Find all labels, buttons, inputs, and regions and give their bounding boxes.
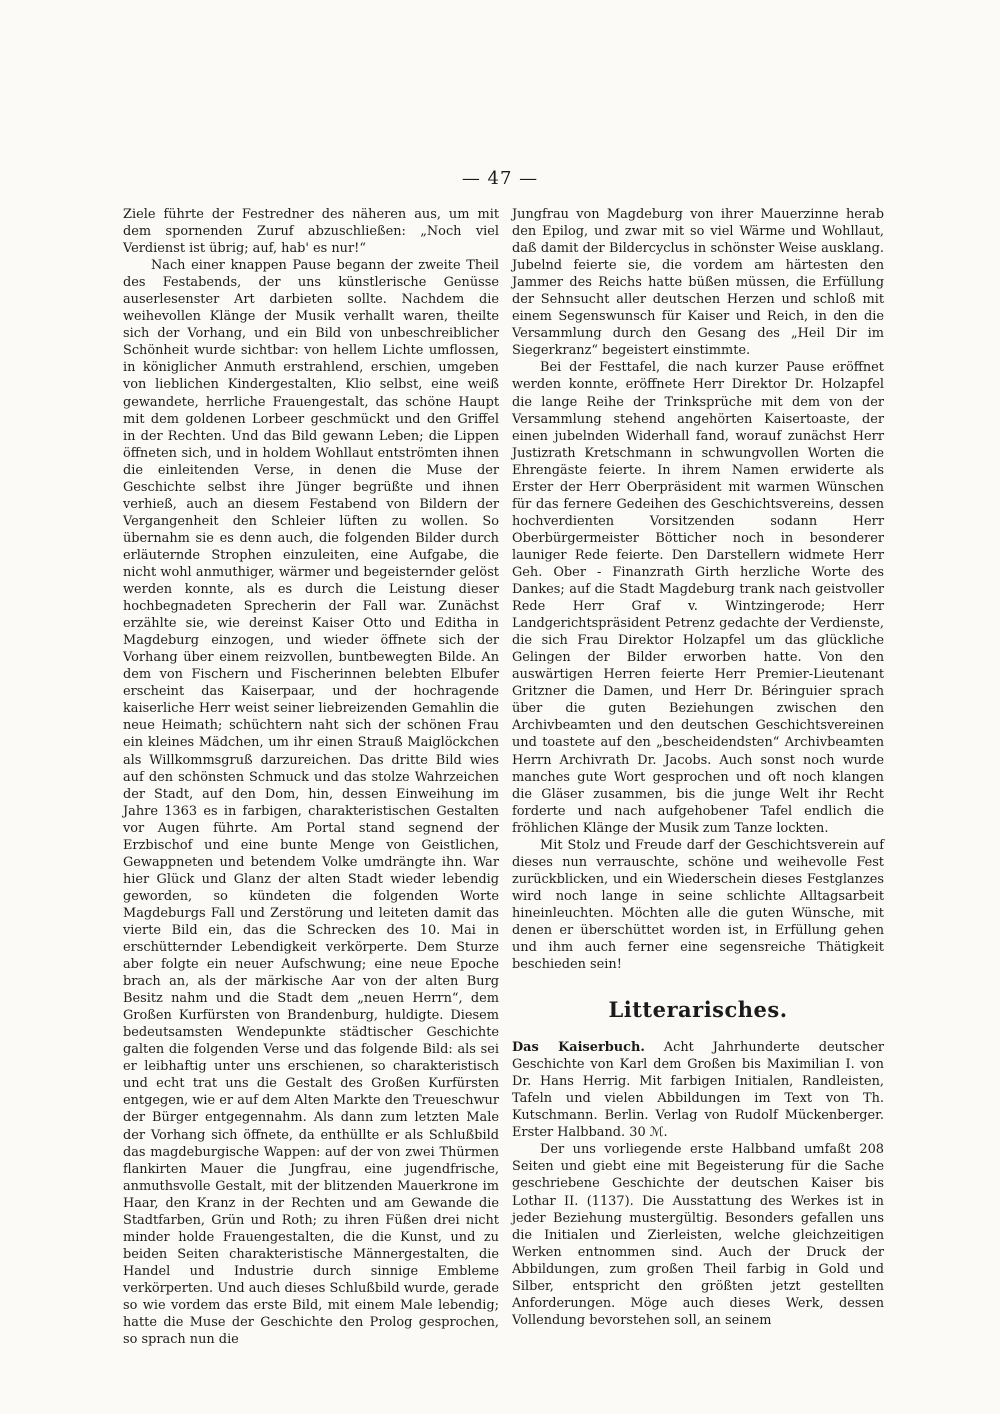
- left-column: [123, 206, 499, 1348]
- review-body: Der uns vorliegende erste Halbband umfaßt 208 Seiten und giebt eine mit Begeisterung für die Sache geschriebene Geschichte der deutschen Kaiser bis Lothar II. (1137). Die Ausstattung des Werkes ist in jeder Beziehung mustergültig. Besonders gefallen uns die Initialen und Zierleisten, welche gleichzeitigen Werken entnommen sind. Auch der Druck der Abbildungen, zum großen Theil farbig in Gold und Silber, entspricht den größten jetzt gestellten Anforderungen. Möge auch dieses Werk, dessen Vollendung bevorstehen soll, an seinem: [512, 1142, 884, 1328]
- paragraph: Ziele führte der Festredner des näheren aus, um mit dem spornenden Zuruf abzuschließen: „Noch viel Verdienst ist übrig; auf, hab' es nur!“: [123, 207, 499, 257]
- review-entry: [512, 1039, 884, 1141]
- paragraph: Mit Stolz und Freude darf der Geschichtsverein auf dieses nun verrauschte, schöne und weihevolle Fest zurückblicken, und ein Wiederschein dieses Festglanzes wird noch lange in seine schlichte Alltagsarbeit hineinleuchten. Möchten alle die guten Wünsche, mit denen er überschüttet worden ist, in Erfüllung gehen und ihm auch ferner eine segensreiche Thätigkeit beschieden sein!: [512, 837, 884, 973]
- paragraph: Bei der Festtafel, die nach kurzer Pause eröffnet werden konnte, eröffnete Herr Direktor Dr. Holzapfel die lange Reihe der Trinksprüche mit dem von der Versammlung stehend angehörten Kaisertoaste, der einen jubelnden Widerhall fand, worauf zunächst Herr Justizrath Kretschmann in schwungvollen Worten die Ehrengäste feierte. In ihrem Namen erwiderte als Erster der Herr Oberpräsident mit warmen Wünschen für das fernere Gedeihen des Geschichtsvereins, dessen hochverdienten Vorsitzenden sodann Herr Oberbürgermeister Bötticher noch in besonderer launiger Rede feierte. Den Darstellern widmete Herr Geh. Ober - Finanzrath Girth herzliche Worte des Dankes; auf die Stadt Magdeburg trank nach geistvoller Rede Herr Graf v. Wintzingerode; Herr Landgerichtspräsident Petrenz gedachte der Verdienste, die sich Frau Direktor Holzapfel um das glückliche Gelingen der Bilder erworben hatte. Von den auswärtigen Herren feierte Herr Premier-Lieutenant Gritzner die Damen, und Herr Dr. Béringuier sprach über die guten Beziehungen zwischen den Archivbeamten und den deutschen Geschichtsvereinen und toastete auf den „bescheidendsten“ Archivbeamten Herrn Archivrath Dr. Jacobs. Auch sonst noch wurde manches gute Wort gesprochen und oft noch klangen die Gläser zusammen, bis die junge Welt ihr Recht forderte und nach aufgehobener Tafel endlich die fröhlichen Klänge der Musik zum Tanze lockten.: [512, 360, 884, 836]
- review-description: Acht Jahrhunderte deutscher Geschichte von Karl dem Großen bis Maximilian I. von Dr. Hans Herrig. Mit farbigen Initialen, Randleisten, Tafeln und vielen Abbildungen im Text von Th. Kutschmann. Berlin. Verlag von Rudolf Mückenberger. Erster Halbband. 30 ℳ.: [512, 1040, 884, 1141]
- page-number: — 47 —: [461, 168, 539, 189]
- paragraph: Jungfrau von Magdeburg von ihrer Mauerzinne herab den Epilog, und zwar mit so viel Wärme und Wohllaut, daß damit der Bildercyclus in schönster Weise ausklang. Jubelnd feierte sie, die vordem am härtesten den Jammer des Reichs hatte büßen müssen, die Erfüllung der Sehnsucht aller deutschen Herzen und schloß mit einem Segenswunsch für Kaiser und Reich, in den die Versammlung durch den Gesang des „Heil Dir im Siegerkranz“ begeistert einstimmte.: [512, 207, 884, 359]
- right-column: [512, 206, 884, 1329]
- paragraph: Nach einer knappen Pause begann der zweite Theil des Festabends, der uns künstlerische Genüsse auserlesenster Art darbieten sollte. Nachdem die weihevollen Klänge der Musik verhallt waren, theilte sich der Vorhang, und ein Bild von unbeschreiblicher Schönheit wurde sichtbar: von hellem Lichte umflossen, in königlicher Anmuth erstrahlend, erschien, umgeben von lieblichen Kindergestalten, Klio selbst, eine weiß gewandete, herrliche Frauengestalt, das schöne Haupt mit dem goldenen Lorbeer geschmückt und den Griffel in der Rechten. Und das Bild gewann Leben; die Lippen öffneten sich, und in holdem Wohllaut entströmten ihnen die einleitenden Verse, in denen die Muse der Geschichte selbst ihre Jünger begrüßte und ihnen verhieß, auch an diesem Festabend von Bildern der Vergangenheit den Schleier lüften zu wollen. So übernahm sie es denn auch, die folgenden Bilder durch erläuternde Strophen einzuleiten, eine Aufgabe, die nicht wohl anmuthiger, wärmer und begeisternder gelöst werden konnte, als es durch die Leistung dieser hochbegnadeten Sprecherin der Fall war. Zunächst erzählte sie, wie dereinst Kaiser Otto und Editha in Magdeburg einzogen, und wieder öffnete sich der Vorhang über einem reizvollen, buntbewegten Bilde. An dem von Fischern und Fischerinnen belebten Elbufer erscheint das Kaiserpaar, und der hochragende kaiserliche Herr weist seiner liebreizenden Gemahlin die neue Heimath; schüchtern naht sich der schönen Frau ein kleines Mädchen, um ihr einen Strauß Maiglöckchen als Willkommsgruß darzureichen. Das dritte Bild wies auf den schönsten Schmuck und das stolze Wahrzeichen der Stadt, auf den Dom, hin, dessen Einweihung im Jahre 1363 es in farbigen, charakteristischen Gestalten vor Augen führte. Am Portal stand segnend der Erzbischof und eine bunte Menge von Geistlichen, Gewappneten und betendem Volke umdrängte ihn. War hier Glück und Glanz der alten Stadt wieder lebendig geworden, so kündeten die folgenden Worte Magdeburgs Fall und Zerstörung und leiteten damit das vierte Bild ein, das die Schrecken des 10. Mai in erschütternder Lebendigkeit verkörperte. Dem Sturze aber folgte ein neuer Aufschwung; eine neue Epoche brach an, als der märkische Aar von der alten Burg Besitz nahm und die Stadt dem „neuen Herrn“, dem Großen Kurfürsten von Brandenburg, huldigte. Diesem bedeutsamsten Wendepunkte städtischer Geschichte galten die folgenden Verse und das folgende Bild: als sei er leibhaftig unter uns erschienen, so charakteristisch und echt trat uns die Gestalt des Großen Kurfürsten entgegen, wie er auf dem Alten Markte den Treueschwur der Bürger entgegennahm. Als dann zum letzten Male der Vorhang sich öffnete, da enthüllte er als Schlußbild das magdeburgische Wappen: auf der von zwei Thürmen flankirten Mauer die Jungfrau, eine jugendfrische, anmuthsvolle Gestalt, mit der blitzenden Mauerkrone im Haar, den Kranz in der Rechten und am Gewande die Stadtfarben, Grün und Roth; zu ihren Füßen drei nicht minder holde Frauengestalten, die die Kunst, und zu beiden Seiten charakteristische Männergestalten, die Handel und Industrie durch sinnige Embleme verkörperten. Und auch dieses Schlußbild wurde, gerade so wie vordem das erste Bild, mit einem Male lebendig; hatte die Muse der Geschichte den Prolog gesprochen, so sprach nun die: [123, 258, 499, 1348]
- section-heading: Litterarisches.: [608, 997, 788, 1023]
- review-title: Das Kaiserbuch.: [512, 1040, 645, 1056]
